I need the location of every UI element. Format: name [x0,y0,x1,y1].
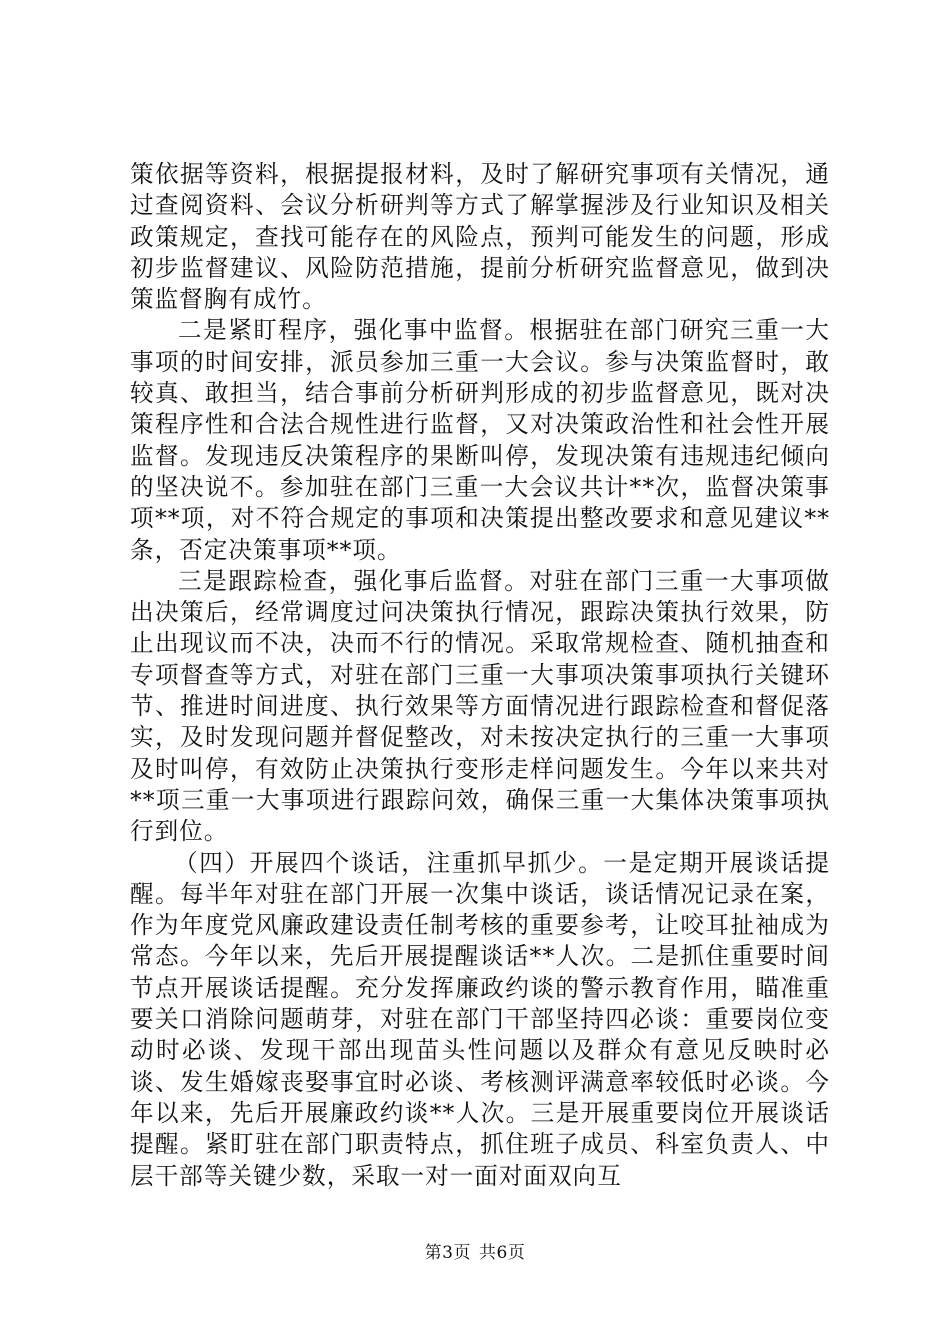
page-number: 第3页 [424,1243,471,1263]
paragraph-four-talks: （四）开展四个谈话，注重抓早抓少。一是定期开展谈话提醒。每半年对驻在部门开展一次集中谈话，谈话情况记录在案，作为年度党风廉政建设责任制考核的重要参考，让咬耳扯袖成为常态。今年以来，先后开展提醒谈话**人次。二是抓住重要时间节点开展谈话提醒。充分发挥廉政约谈的警示教育作用，瞄准重要关口消除问题萌芽，对驻在部门干部坚持四必谈：重要岗位变动时必谈、发现干部出现苗头性问题以及群众有意见反映时必谈、发生婚嫁丧娶事宜时必谈、考核测评满意率较低时必谈。今年以来，先后开展廉政约谈**人次。三是开展重要岗位开展谈话提醒。紧盯驻在部门职责特点，抓住班子成员、科室负责人、中层干部等关键少数，采取一对一面对面双向互 [130,848,830,1190]
page-total: 共6页 [479,1243,526,1263]
paragraph-continuation: 策依据等资料，根据提报材料，及时了解研究事项有关情况，通过查阅资料、会议分析研判等方式了解掌握涉及行业知识及相关政策规定，查找可能存在的风险点，预判可能发生的问题，形成初步监督建议、风险防范措施，提前分析研究监督意见，做到决策监督胸有成竹。 [130,160,830,314]
document-body [130,159,830,1192]
page-footer [0,1242,950,1264]
paragraph-post-supervision: 三是跟踪检查，强化事后监督。对驻在部门三重一大事项做出决策后，经常调度过问决策执行情况，跟踪决策执行效果，防止出现议而不决，决而不行的情况。采取常规检查、随机抽查和专项督查等方式，对驻在部门三重一大事项决策事项执行关键环节、推进时间进度、执行效果等方面情况进行跟踪检查和督促落实，及时发现问题并督促整改，对未按决定执行的三重一大事项及时叫停，有效防止决策执行变形走样问题发生。今年以来共对**项三重一大事项进行跟踪问效，确保三重一大集体决策事项执行到位。 [130,566,830,846]
paragraph-in-process-supervision: 二是紧盯程序，强化事中监督。根据驻在部门研究三重一大事项的时间安排，派员参加三重一大会议。参与决策监督时，敢较真、敢担当，结合事前分析研判形成的初步监督意见，既对决策程序性和合法合规性进行监督，又对决策政治性和社会性开展监督。发现违反决策程序的果断叫停，发现决策有违规违纪倾向的坚决说不。参加驻在部门三重一大会议共计**次，监督决策事项**项，对不符合规定的事项和决策提出整改要求和意见建议**条，否定决策事项**项。 [130,316,830,564]
